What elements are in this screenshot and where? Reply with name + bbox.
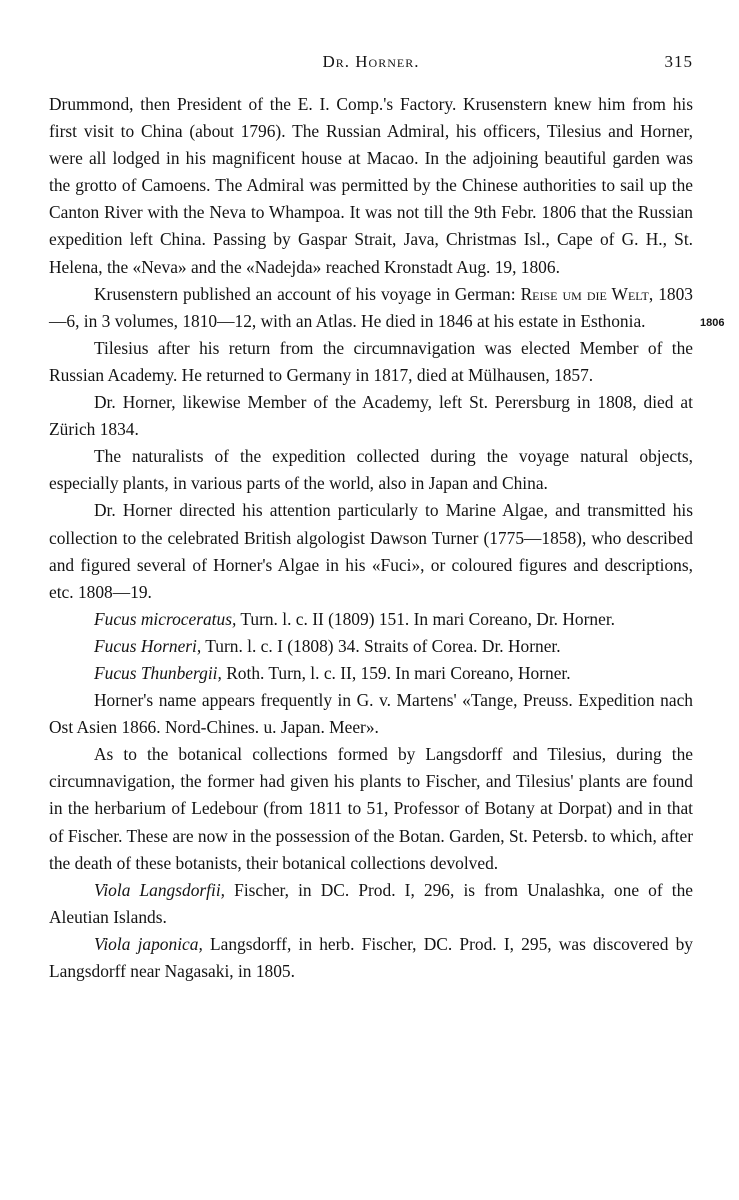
book-title: Reise um die Welt xyxy=(520,283,649,304)
species-name: Viola japonica, xyxy=(94,933,203,954)
citation-text: Turn. l. c. I (1808) 34. Straits of Corea. Dr. Horner. xyxy=(201,635,561,656)
page-number: 315 xyxy=(664,52,693,71)
citation-paragraph xyxy=(49,633,693,660)
paragraph: Dr. Horner directed his attention particularly to Marine Algae, and transmitted his collection to the celebrated British algologist Dawson Turner (1775—1858), who described and figured several of Horner's Algae in his «Fuci», or coloured figures and descriptions, etc. 1808—19. xyxy=(49,500,693,602)
citation-paragraph xyxy=(49,660,693,687)
citation-text: Roth. Turn, l. c. II, 159. In mari Coreano, Horner. xyxy=(221,662,571,683)
running-head: Dr. Horner. xyxy=(322,52,420,71)
paragraph: The naturalists of the expedition collected during the voyage natural objects, especially plants, in various parts of the world, also in Japan and China. xyxy=(49,446,693,494)
citation-paragraph xyxy=(49,931,693,985)
paragraph-text: Krusenstern published an account of his voyage in German: xyxy=(94,283,521,304)
citation-paragraph xyxy=(49,606,693,633)
species-name: Fucus Thunbergii, xyxy=(94,662,222,683)
paragraph-text: , 1803—6, in 3 volumes, 1810—12, with an Atlas. He died in 1846 at his estate in Esthonia. xyxy=(49,283,693,331)
body-text xyxy=(49,91,693,985)
citation-text: Turn. l. c. II (1809) 151. In mari Coreano, Dr. Horner. xyxy=(236,608,615,629)
paragraph: Tilesius after his return from the circumnavigation was elected Member of the Russian Academy. He returned to Germany in 1817, died at Mülhausen, 1857. xyxy=(49,337,693,385)
species-name: Fucus microceratus, xyxy=(94,608,237,629)
paragraph: Dr. Horner, likewise Member of the Academy, left St. Perersburg in 1808, died at Zürich 1834. xyxy=(49,392,693,440)
paragraph: As to the botanical collections formed by Langsdorff and Tilesius, during the circumnavigation, the former had given his plants to Fischer, and Tilesius' plants are found in the herbarium of Ledebour (from 1811 to 51, Professor of Botany at Dorpat) and in that of Fischer. These are now in the possession of the Botan. Garden, St. Petersb. to which, after the death of these botanists, their botanical collections devolved. xyxy=(49,744,693,873)
book-page xyxy=(49,48,693,985)
citation-paragraph xyxy=(49,877,693,931)
paragraph: Horner's name appears frequently in G. v. Martens' «Tange, Preuss. Expedition nach Ost Asien 1866. Nord-Chines. u. Japan. Meer». xyxy=(49,690,693,738)
citation-text: Fischer, in DC. Prod. I, 296, is from Unalashka, one of the Aleutian Islands. xyxy=(49,879,693,927)
species-name: Viola Langsdorfii, xyxy=(94,879,226,900)
paragraph: Drummond, then President of the E. I. Comp.'s Factory. Krusenstern knew him from his first visit to China (about 1796). The Russian Admiral, his officers, Tilesius and Horner, were all lodged in his magnificent house at Macao. In the adjoining beautiful garden was the grotto of Camoens. The Admiral was permitted by the Chinese authorities to sail up the Canton River with the Neva to Whampoa. It was not till the 9th Febr. 1806 that the Russian expedition left China. Passing by Gaspar Strait, Java, Christmas Isl., Cape of G. H., St. Helena, the «Neva» and the «Nadejda» reached Kronstadt Aug. 19, 1806. xyxy=(49,94,693,277)
margin-year-note: 1806 xyxy=(700,317,725,329)
page-header xyxy=(49,48,693,78)
paragraph xyxy=(49,281,693,335)
citation-text: Langsdorff, in herb. Fischer, DC. Prod. I, 295, was discovered by Langsdorff near Nagasaki, in 1805. xyxy=(49,933,693,981)
species-name: Fucus Horneri, xyxy=(94,635,202,656)
